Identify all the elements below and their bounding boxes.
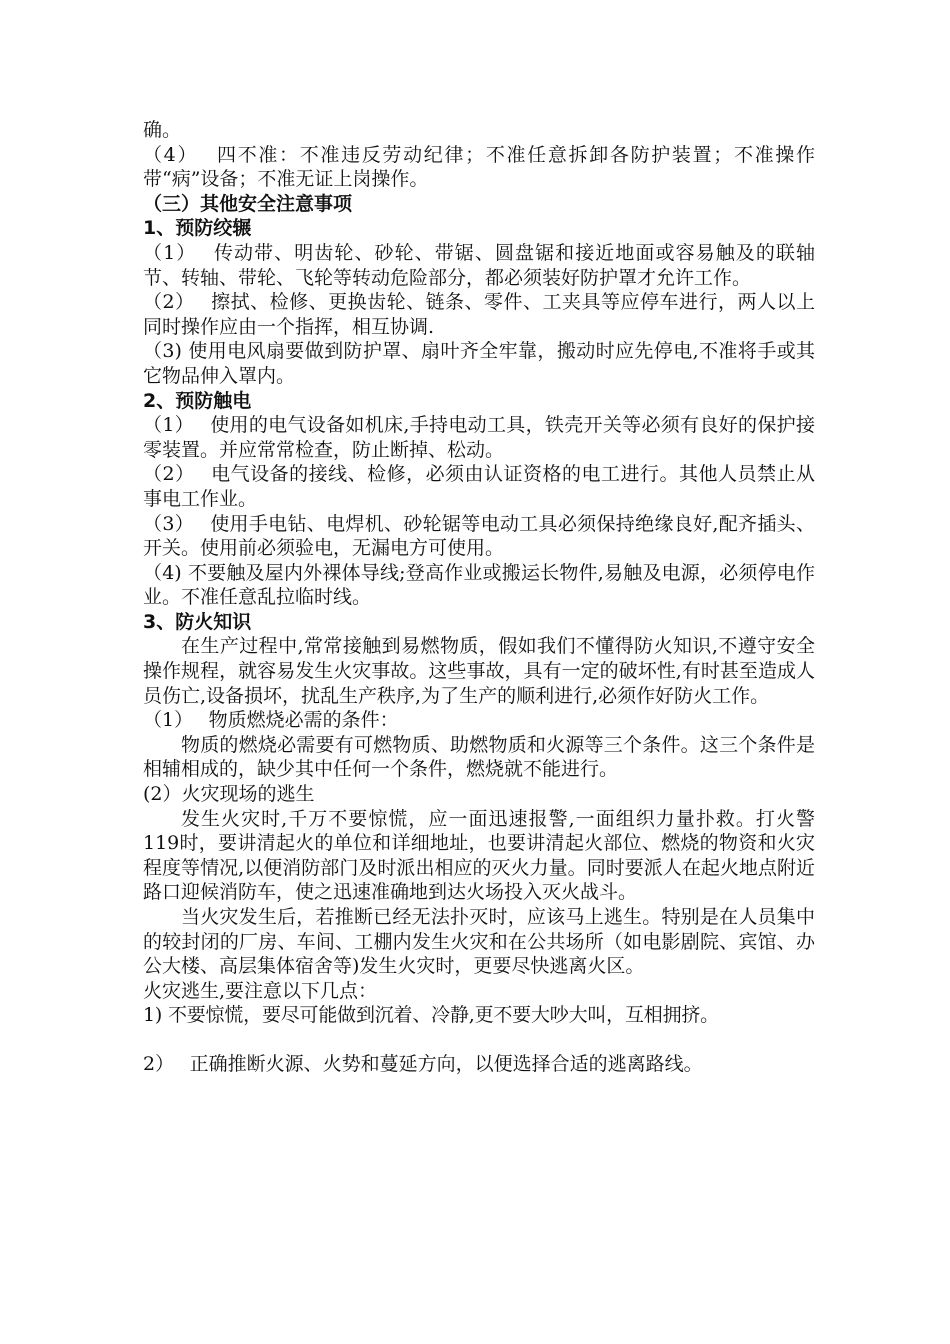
paragraph: 1) 不要惊慌，要尽可能做到沉着、冷静,更不要大吵大叫，互相拥挤。 (143, 1004, 719, 1027)
paragraph: 当火灾发生后，若推断已经无法扑灭时，应该马上逃生。特别是在人员集中的较封闭的厂房、车间、工棚内发生火灾和在公共场所（如电影剧院、宾馆、办公大楼、高层集体宿舍等)发生火灾时，更要尽快逃离火区。 (143, 906, 815, 978)
paragraph: （3) 使用电风扇要做到防护罩、扇叶齐全牢靠，搬动时应先停电,不准将手或其它物品伸入罩内。 (143, 340, 815, 387)
paragraph: 火灾逃生,要注意以下几点： (143, 979, 378, 1002)
paragraph: 发生火灾时,千万不要惊慌，应一面迅速报警,一面组织力量扑救。打火警119时，要讲清起火的单位和详细地址，也要讲清起火部位、燃烧的物资和火灾程度等情况,以便消防部门及时派出相应的灭火力量。同时要派人在起火地点附近路口迎候消防车，使之迅速准确地到达火场投入灭火战斗。 (143, 807, 815, 904)
paragraph: （1） 传动带、明齿轮、砂轮、带锯、圆盘锯和接近地面或容易触及的联轴节、转轴、带轮、飞轮等转动危险部分，都必须装好防护罩才允许工作。 (143, 241, 815, 289)
paragraph: （1） 物质燃烧必需的条件： (143, 709, 399, 732)
subsection-heading: 3、防火知识 (143, 610, 252, 633)
subsection-heading: 2、预防触电 (143, 389, 252, 412)
paragraph: （1） 使用的电气设备如机床,手持电动工具，铁壳开关等必须有良好的保护接零装置。并应常常检查，防止断掉、松动。 (143, 414, 815, 461)
paragraph: （4) 不要触及屋内外裸体导线;登高作业或搬运长物件,易触及电源，必须停电作业。不准任意乱拉临时线。 (143, 561, 815, 609)
paragraph: 在生产过程中,常常接触到易燃物质，假如我们不懂得防火知识,不遵守安全操作规程，就容易发生火灾事故。这些事故，具有一定的破坏性,有时甚至造成人员伤亡,设备损坏，扰乱生产秩序,为了生产的顺利进行,必须作好防火工作。 (143, 635, 815, 707)
paragraph: （2） 电气设备的接线、检修，必须由认证资格的电工进行。其他人员禁止从事电工作业。 (143, 463, 815, 510)
paragraph: (2）火灾现场的逃生 (143, 783, 315, 806)
subsection-heading: 1、预防绞辗 (143, 217, 252, 240)
paragraph: 2） 正确推断火源、火势和蔓延方向，以便选择合适的逃离路线。 (143, 1052, 703, 1075)
document-body (143, 118, 815, 1077)
paragraph: 确。 (143, 119, 182, 141)
paragraph: （3） 使用手电钻、电焊机、砂轮锯等电动工具必须保持绝缘良好,配齐插头、开关。使用前必须验电，无漏电方可使用。 (143, 512, 815, 560)
paragraph: （4） 四不准：不准违反劳动纪律；不准任意拆卸各防护装置；不准操作带“病”设备；不准无证上岗操作。 (143, 143, 815, 191)
section-heading: （三）其他安全注意事项 (143, 192, 353, 215)
paragraph: （2） 擦拭、检修、更换齿轮、链条、零件、工夹具等应停车进行，两人以上同时操作应由一个指挥，相互协调. (143, 291, 815, 338)
paragraph: 物质的燃烧必需要有可燃物质、助燃物质和火源等三个条件。这三个条件是相辅相成的，缺少其中任何一个条件，燃烧就不能进行。 (143, 733, 815, 781)
blank-line (143, 1028, 815, 1052)
